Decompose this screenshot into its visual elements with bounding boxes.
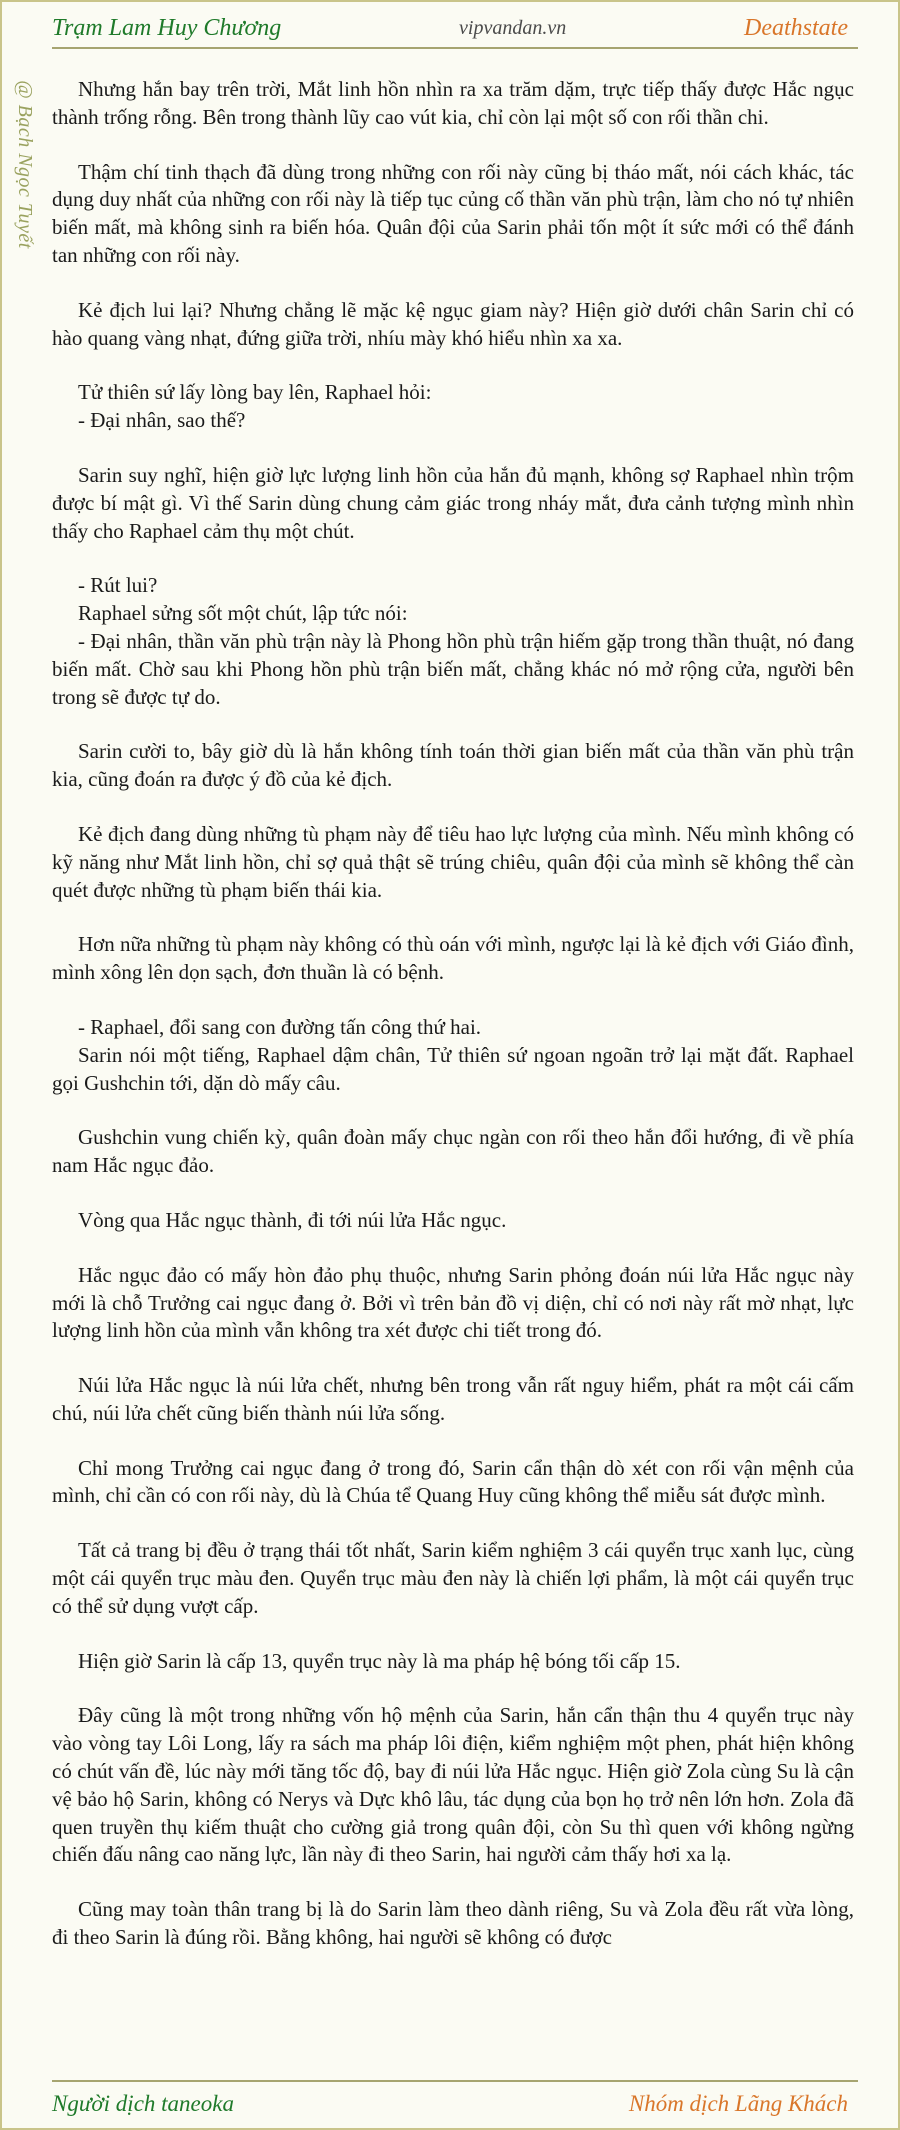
paragraph: [52, 1124, 854, 1180]
document-body: [52, 76, 854, 1979]
paragraph-line: Tất cả trang bị đều ở trạng thái tốt nhất, Sarin kiểm nghiệm 3 cái quyển trục xanh lục, cùng một cái quyển trục màu đen. Quyển trục màu đen này là chiến lợi phẩm, là một cái quyển trục có thể sử dụng vượt cấp.: [52, 1538, 854, 1618]
paragraph-line: Raphael sửng sốt một chút, lập tức nói:: [78, 601, 408, 626]
paragraph: [52, 297, 854, 353]
paragraph-line: - Raphael, đổi sang con đường tấn công thứ hai.: [78, 1014, 482, 1039]
paragraph-line: Núi lửa Hắc ngục là núi lửa chết, nhưng bên trong vẫn rất nguy hiểm, phát ra một cái cấm chú, núi lửa chết cũng biến thành núi lửa sống.: [52, 1373, 854, 1425]
header-site: vipvandan.vn: [459, 16, 567, 39]
paragraph: [52, 1014, 854, 1097]
paragraph: [52, 462, 854, 545]
page-header: [52, 8, 848, 48]
paragraph: [52, 159, 854, 270]
paragraph-line: Cũng may toàn thân trang bị là do Sarin làm theo dành riêng, Su và Zola đều rất vừa lòng, đi theo Sarin là đúng rồi. Bằng không, hai người sẽ không có được: [52, 1897, 854, 1950]
paragraph-line: Vòng qua Hắc ngục thành, đi tới núi lửa Hắc ngục.: [78, 1207, 507, 1232]
page-footer: [52, 2084, 848, 2124]
paragraph: [52, 1372, 854, 1428]
header-title: Trạm Lam Huy Chương: [52, 14, 282, 41]
paragraph-line: Đây cũng là một trong những vốn hộ mệnh của Sarin, hắn cẩn thận thu 4 quyển trục này vào vòng tay Lôi Long, lấy ra sách ma pháp lôi điện, kiểm nghiệm một phen, phát hiện không có chút vấn đề, lúc này mới tăng tốc độ, bay đi núi lửa Hắc ngục. Hiện giờ Zola cùng Su là cận vệ bảo hộ Sarin, không có Nerys và Dực khô lâu, tác dụng của bọn họ trở nên lớn hơn. Zola đã quen truyền thụ kiếm thuật cho cường giả trong quân đội, còn Su thì quen với không ngừng chiến đấu nâng cao năng lực, lần này đi theo Sarin, hai người cảm thấy hơi xa lạ.: [52, 1703, 854, 1867]
paragraph: [52, 1455, 854, 1511]
paragraph-line: Hơn nữa những tù phạm này không có thù oán với mình, ngược lại là kẻ địch với Giáo đình, mình xông lên dọn sạch, đơn thuần là có bệnh.: [52, 932, 854, 985]
paragraph-line: Kẻ địch lui lại? Nhưng chẳng lẽ mặc kệ ngục giam này? Hiện giờ dưới chân Sarin chỉ có hào quang vàng nhạt, đứng giữa trời, nhíu mày khó hiểu nhìn xa xa.: [52, 297, 854, 350]
paragraph-line: Hiện giờ Sarin là cấp 13, quyển trục này là ma pháp hệ bóng tối cấp 15.: [78, 1648, 681, 1673]
side-watermark: [8, 54, 40, 274]
paragraph: [52, 1537, 854, 1620]
paragraph: [52, 1207, 854, 1235]
paragraph-line: Hắc ngục đảo có mấy hòn đảo phụ thuộc, nhưng Sarin phỏng đoán núi lửa Hắc ngục này mới là chỗ Trưởng cai ngục đang ở. Bởi vì trên bản đồ vị diện, chỉ có nơi này rất mờ nhạt, lực lượng linh hồn của mình vẫn không tra xét được chi tiết trong đó.: [52, 1262, 854, 1343]
paragraph: [52, 1648, 854, 1676]
paragraph-line: Thậm chí tinh thạch đã dùng trong những con rối này cũng bị tháo mất, nói cách khác, tác dụng duy nhất của những con rối này là tiếp tục củng cố thần văn phù trận, làm cho nó tự nhiên biến mất, mà không sinh ra biến hóa. Quân đội của Sarin phải tốn một ít sức mới có thể đánh tan những con rối này.: [52, 159, 854, 267]
paragraph-line: Chỉ mong Trưởng cai ngục đang ở trong đó, Sarin cẩn thận dò xét con rối vận mệnh của mình, chỉ cần có con rối này, dù là Chúa tể Quang Huy cũng không thể miễu sát được mình.: [52, 1455, 854, 1508]
paragraph-line: - Đại nhân, sao thế?: [78, 408, 246, 433]
paragraph: [52, 379, 854, 435]
paragraph-line: Nhưng hắn bay trên trời, Mắt linh hồn nhìn ra xa trăm dặm, trực tiếp thấy được Hắc ngục thành trống rỗng. Bên trong thành lũy cao vút kia, chỉ còn lại một số con rối thần chi.: [52, 77, 854, 129]
paragraph: [52, 821, 854, 904]
paragraph: [52, 76, 854, 132]
side-watermark-text: @ Bạch Ngọc Tuyết: [13, 79, 36, 249]
paragraph-line: Sarin cười to, bây giờ dù là hắn không tính toán thời gian biến mất của thần văn phù trận kia, cũng đoán ra được ý đồ của kẻ địch.: [52, 739, 854, 792]
footer-divider: [52, 2080, 858, 2082]
header-divider: [52, 47, 858, 49]
footer-group: Nhóm dịch Lãng Khách: [628, 2091, 848, 2116]
paragraph-line: - Đại nhân, thần văn phù trận này là Phong hồn phù trận hiếm gặp trong thần thuật, nó đang biến mất. Chờ sau khi Phong hồn phù trận biến mất, chẳng khác nó mở rộng cửa, người bên trong sẽ được tự do.: [52, 628, 854, 709]
paragraph: [52, 1702, 854, 1869]
paragraph: [52, 931, 854, 987]
paragraph-line: Sarin nói một tiếng, Raphael dậm chân, Tử thiên sứ ngoan ngoãn trở lại mặt đất. Raphael gọi Gushchin tới, dặn dò mấy câu.: [52, 1042, 854, 1095]
paragraph: [52, 572, 854, 711]
paragraph: [52, 1262, 854, 1345]
footer-translator: Người dịch taneoka: [52, 2091, 234, 2116]
paragraph-line: - Rút lui?: [78, 573, 158, 598]
header-author: Deathstate: [744, 14, 848, 41]
paragraph-line: Gushchin vung chiến kỳ, quân đoàn mấy chục ngàn con rối theo hắn đổi hướng, đi về phía nam Hắc ngục đảo.: [52, 1125, 854, 1178]
paragraph: [52, 1896, 854, 1952]
paragraph: [52, 738, 854, 794]
paragraph-line: Tử thiên sứ lấy lòng bay lên, Raphael hỏi:: [78, 380, 432, 405]
paragraph-line: Kẻ địch đang dùng những tù phạm này để tiêu hao lực lượng của mình. Nếu mình không có kỹ năng như Mắt linh hồn, chỉ sợ quả thật sẽ trúng chiêu, quân đội của mình sẽ không thể càn quét được những tù phạm biến thái kia.: [52, 821, 854, 902]
paragraph-line: Sarin suy nghĩ, hiện giờ lực lượng linh hồn của hắn đủ mạnh, không sợ Raphael nhìn trộm được bí mật gì. Vì thế Sarin dùng chung cảm giác trong nháy mắt, đưa cảnh tượng mình nhìn thấy cho Raphael cảm thụ một chút.: [52, 462, 854, 543]
